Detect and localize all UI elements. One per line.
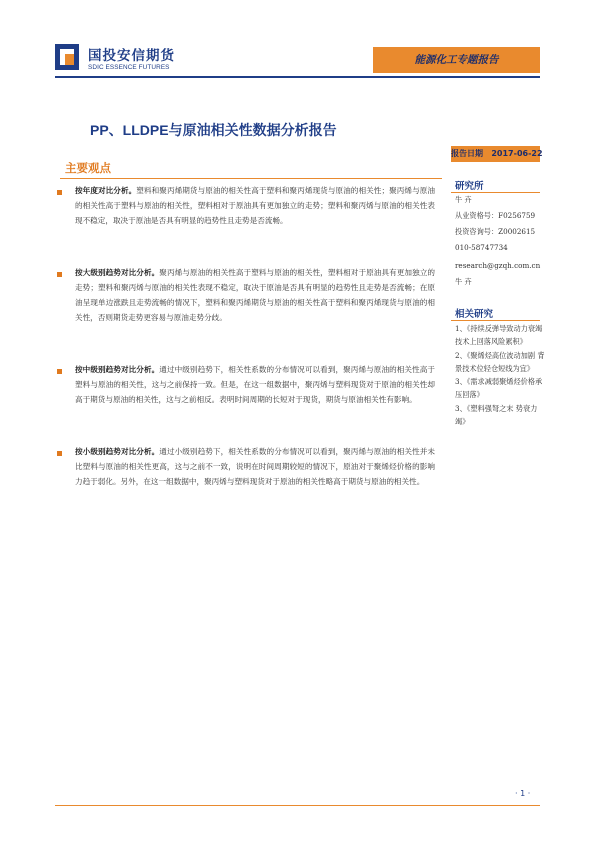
bullet-icon	[57, 369, 62, 374]
main-point-lead: 按大级别趋势对比分析。	[75, 268, 160, 277]
email-address: research@gzqh.com.cn	[455, 261, 541, 270]
main-point-lead: 按小级别趋势对比分析。	[75, 447, 160, 456]
main-point-1	[75, 183, 435, 228]
related-research-item[interactable]: 3、《需求减弱聚烯烃价格承压回落》	[455, 377, 543, 400]
company-name-cn: 国投安信期货	[88, 48, 175, 64]
report-date	[451, 146, 543, 162]
bullet-icon	[57, 451, 62, 456]
company-logo-icon	[55, 44, 79, 70]
header-divider	[55, 76, 540, 78]
analyst-name: 牛 卉	[455, 195, 472, 204]
main-point-lead: 按中级别趋势对比分析。	[75, 365, 160, 374]
related-research-item[interactable]: 2、《聚烯烃高位波动加剧 背景技术位轻仓短线为宜》	[455, 350, 545, 373]
report-date-value: 2017-06-22	[491, 149, 543, 158]
main-point-text: 塑料和聚丙烯期货与原油的相关性高于塑料和聚丙烯现货与原油的相关性；聚丙烯与原油的相关性高于塑料与原油的相关性，塑料相对于原油具有更加独立的走势；塑料和聚丙烯与原油的相关性表现不稳定，取决于原油是否具有明显的趋势性且走势是否流畅。	[75, 186, 436, 225]
related-research-divider	[451, 320, 540, 321]
phone-number: 010-58747734	[455, 243, 508, 252]
consulting-number: 投资咨询号：Z0002615	[455, 227, 536, 236]
main-point-4	[75, 444, 435, 489]
research-team-heading: 研究所	[455, 181, 484, 192]
related-research-list	[455, 322, 545, 428]
main-points-heading: 主要观点	[65, 161, 111, 175]
main-point-3	[75, 362, 435, 407]
bullet-icon	[57, 272, 62, 277]
main-point-text: 通过中级别趋势下，相关性系数的分布情况可以看到，聚丙烯与原油的相关性高于塑料与原油的相关性，这与之前保持一致。但是，在这一组数据中，聚丙烯与塑料现货对于原油的相关性却高于期货与原油的相关性，这与之前相反。表明时间周期的长短对于现货，期货与原油相关性有影响。	[75, 365, 436, 404]
footer-divider	[55, 805, 540, 806]
report-title: PP、LLDPE与原油相关性数据分析报告	[90, 122, 337, 138]
main-point-lead: 按年度对比分析。	[75, 186, 137, 195]
main-point-2	[75, 265, 435, 325]
bullet-icon	[57, 190, 62, 195]
main-points-divider	[60, 178, 442, 179]
report-category: 能源化工专题报告	[414, 54, 499, 66]
main-point-text: 通过小级别趋势下，相关性系数的分布情况可以看到，聚丙烯与原油的相关性并未比塑料与原油的相关性更高，这与之前不一致，说明在时间周期较短的情况下，原油对于聚烯烃价格的影响力趋于弱化。另外，在这一组数据中，聚丙烯与塑料现货对于原油的相关性略高于期货与原油的相关性。	[75, 447, 436, 486]
analyst-name: 牛 卉	[455, 277, 472, 286]
report-date-label: 报告日期	[451, 149, 483, 158]
main-point-text: 聚丙烯与原油的相关性高于塑料与原油的相关性，塑料相对于原油具有更加独立的走势；塑料和聚丙烯与原油的相关性表现不稳定，取决于原油是否具有明显的趋势性且走势是否流畅；在原油呈现单边涨跌且走势流畅的情况下，塑料和聚丙烯期货与原油的相关性高于塑料和聚丙烯现货与原油的相关性，否则期货走势更容易与原油走势分歧。	[75, 268, 436, 322]
page-number: · 1 ·	[515, 789, 531, 798]
related-research-item[interactable]: 1、《持续反弹导致动力衰竭 技术上回落风险累积》	[455, 324, 543, 347]
company-name-en: SDIC ESSENCE FUTURES	[88, 64, 170, 71]
qualification-number: 从业资格号：F0256759	[455, 211, 536, 220]
related-research-item[interactable]: 3、《塑料强弩之末 势衰力竭》	[455, 403, 538, 427]
related-research-heading: 相关研究	[455, 309, 494, 320]
